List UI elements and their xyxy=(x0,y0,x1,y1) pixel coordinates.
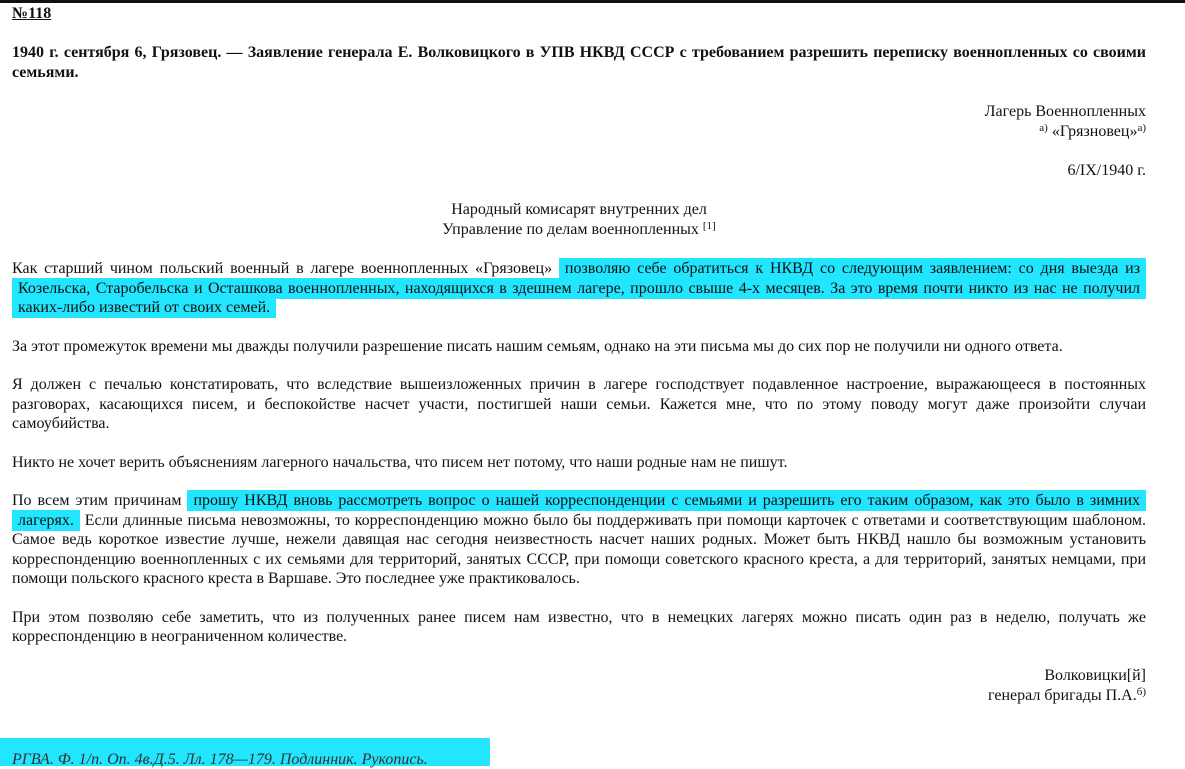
paragraph-5-text-end: Если длинные письма невозможны, то корреспонденцию можно было бы поддерживать при помощи карточек с ответами и соответствующим шаблоном. Самое ведь короткое известие лучше, нежели давящая нас сегодня неизвестность насчет наших родных. Может быть НКВД нашло бы возможным установить корреспонденцию военнопленных с их семьями для территорий, занятых СССР, при помощи советского красного креста, а для территорий, занятых немцами, при помощи польского красного креста в Варшаве. Это последнее уже практиковалось. xyxy=(12,511,1147,587)
document-page xyxy=(12,4,1146,706)
signature-rank xyxy=(12,686,1146,706)
footnote-marker-a: а) xyxy=(1039,122,1048,134)
paragraph-5-text-start: По всем этим причинам xyxy=(12,492,182,509)
top-rule xyxy=(0,0,1185,3)
source-citation-highlight xyxy=(0,738,490,766)
header-right-block xyxy=(12,102,1146,181)
signature-rank-text: генерал бригады П.А. xyxy=(988,686,1137,704)
signature-block xyxy=(12,666,1146,706)
paragraph-5-highlight: прошу НКВД вновь рассмотреть вопрос о нашей корреспонденции с семьями и разрешить его таким образом, как это было в зимних лагерях. xyxy=(12,490,1146,531)
addressee-line-1: Народный комисарят внутренних дел xyxy=(451,201,707,218)
signature-name: Волковицки[й] xyxy=(1044,666,1146,684)
paragraph-1-highlight: позволяю себе обратиться к НКВД со следующим заявлением: со дня выезда из Козельска, Старобельска и Осташкова военнопленных, находящихся в здешнем лагере, прошло свыше 4-х месяцев. За это время почти никто из нас не получил каких-либо известий от своих семей. xyxy=(12,258,1146,318)
paragraph-3: Я должен с печалью констатировать, что вследствие вышеизложенных причин в лагере господствует подавленное настроение, выражающееся в постоянных разговорах, касающихся писем, и беспокойстве насчет участи, постигшей наши семьи. Кажется мне, что по этому поводу могут даже произойти случаи самоубийства. xyxy=(12,376,1146,432)
addressee-line-2 xyxy=(12,220,1146,240)
paragraph-6: При этом позволяю себе заметить, что из полученных ранее писем нам известно, что в немецких лагерях можно писать один раз в неделю, получать же корреспонденцию в неограниченном количестве. xyxy=(12,608,1146,645)
letter-date: 6/IX/1940 г. xyxy=(1067,162,1146,179)
footnote-marker-a2: а) xyxy=(1137,122,1146,134)
paragraph-5 xyxy=(12,491,1146,589)
footnote-marker-b: б) xyxy=(1136,685,1146,698)
document-title: 1940 г. сентября 6, Грязовец. — Заявление генерала Е. Волковицкого в УПВ НКВД СССР с требованием разрешить переписку военнопленных со своими семьями. xyxy=(12,44,1146,81)
addressee-line-2-text: Управление по делам военнопленных xyxy=(442,221,699,238)
paragraph-4: Никто не хочет верить объяснениям лагерного начальства, что писем нет потому, что наши родные нам не пишут. xyxy=(12,453,788,471)
camp-line: Лагерь Военнопленных xyxy=(984,103,1146,120)
addressee-block xyxy=(12,200,1146,240)
document-number: №118 xyxy=(12,5,52,22)
paragraph-1 xyxy=(12,259,1146,318)
camp-name: «Грязновец» xyxy=(1051,123,1138,140)
footnote-ref-1: [1] xyxy=(702,220,716,232)
paragraph-2: За этот промежуток времени мы дважды получили разрешение писать нашим семьям, однако на эти письма мы до сих пор не получили ни одного ответа. xyxy=(12,337,1063,355)
camp-name-line xyxy=(12,122,1146,142)
source-citation: РГВА. Ф. 1/п. Оп. 4в.Д.5. Лл. 178—179. Подлинник. Рукопись. xyxy=(12,751,428,768)
paragraph-1-text: Как старший чином польский военный в лагере военнопленных «Грязовец» xyxy=(12,260,553,277)
